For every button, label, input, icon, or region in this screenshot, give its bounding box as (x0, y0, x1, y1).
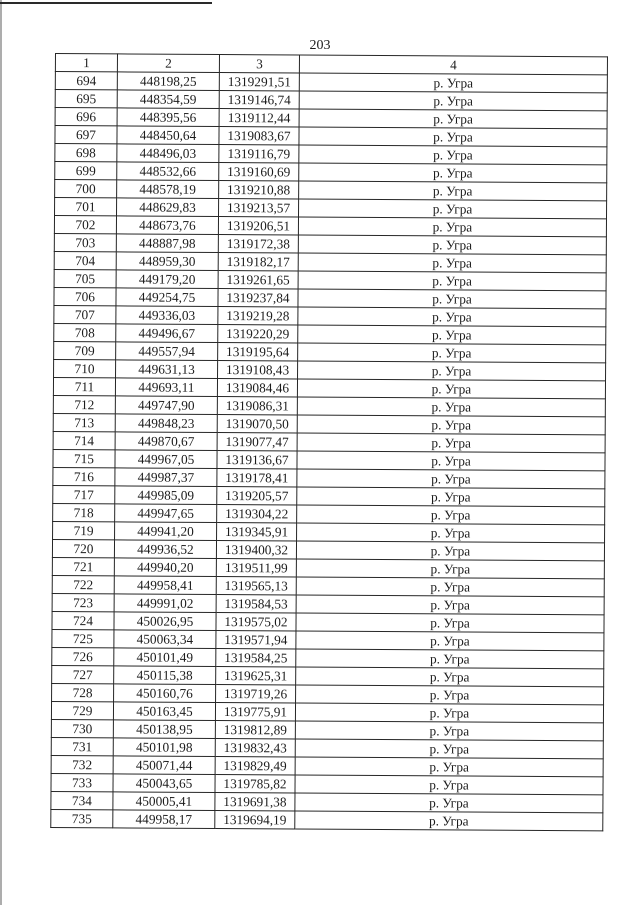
point-number-cell: 705 (54, 269, 116, 287)
column-header-4: 4 (299, 55, 607, 75)
point-number-cell: 701 (55, 198, 117, 216)
x-coordinate-cell: 449747,90 (115, 396, 217, 415)
point-number-cell: 720 (52, 539, 114, 557)
y-coordinate-cell: 1319182,17 (218, 253, 298, 271)
coordinates-table (50, 53, 608, 831)
x-coordinate-cell: 449254,75 (116, 288, 218, 307)
point-number-cell: 697 (55, 126, 117, 144)
description-cell: р. Угра (295, 721, 603, 741)
point-number-cell: 728 (52, 683, 114, 701)
point-number-cell: 724 (52, 611, 114, 629)
point-number-cell: 695 (55, 90, 117, 108)
column-header-3: 3 (219, 55, 299, 73)
point-number-cell: 714 (53, 431, 115, 449)
y-coordinate-cell: 1319261,65 (218, 271, 298, 289)
y-coordinate-cell: 1319719,26 (216, 684, 296, 702)
y-coordinate-cell: 1319146,74 (219, 91, 299, 109)
table-row (51, 809, 603, 830)
y-coordinate-cell: 1319205,57 (217, 486, 297, 504)
description-cell: р. Угра (298, 253, 606, 273)
x-coordinate-cell: 448395,56 (117, 108, 219, 127)
x-coordinate-cell: 449985,09 (115, 486, 217, 505)
description-cell: р. Угра (296, 667, 604, 687)
description-cell: р. Угра (295, 739, 603, 759)
point-number-cell: 711 (53, 377, 115, 395)
description-cell: р. Угра (298, 289, 606, 309)
description-cell: р. Угра (297, 523, 605, 543)
description-cell: р. Угра (299, 73, 607, 93)
y-coordinate-cell: 1319213,57 (219, 199, 299, 217)
y-coordinate-cell: 1319172,38 (218, 235, 298, 253)
x-coordinate-cell: 449557,94 (116, 342, 218, 361)
point-number-cell: 712 (53, 395, 115, 413)
y-coordinate-cell: 1319291,51 (219, 73, 299, 91)
x-coordinate-cell: 448496,03 (117, 144, 219, 163)
y-coordinate-cell: 1319108,43 (218, 360, 298, 378)
description-cell: р. Угра (296, 559, 604, 579)
y-coordinate-cell: 1319116,79 (219, 145, 299, 163)
description-cell: р. Угра (299, 199, 607, 219)
y-coordinate-cell: 1319511,99 (216, 558, 296, 576)
x-coordinate-cell: 449991,02 (114, 594, 216, 613)
description-cell: р. Угра (299, 145, 607, 165)
point-number-cell: 729 (51, 701, 113, 719)
y-coordinate-cell: 1319785,82 (215, 774, 295, 792)
y-coordinate-cell: 1319400,32 (216, 540, 296, 558)
description-cell: р. Угра (296, 541, 604, 561)
description-cell: р. Угра (296, 577, 604, 597)
point-number-cell: 733 (51, 773, 113, 791)
page-number: 203 (309, 38, 331, 53)
x-coordinate-cell: 450160,76 (114, 684, 216, 703)
y-coordinate-cell: 1319210,88 (219, 181, 299, 199)
point-number-cell: 715 (53, 449, 115, 467)
description-cell: р. Угра (299, 91, 607, 111)
point-number-cell: 694 (55, 72, 117, 90)
point-number-cell: 704 (54, 251, 116, 269)
description-cell: р. Угра (295, 703, 603, 723)
description-cell: р. Угра (297, 415, 605, 435)
x-coordinate-cell: 448532,66 (117, 162, 219, 181)
description-cell: р. Угра (296, 613, 604, 633)
description-cell: р. Угра (295, 757, 603, 777)
description-cell: р. Угра (298, 217, 606, 237)
y-coordinate-cell: 1319136,67 (217, 450, 297, 468)
x-coordinate-cell: 449958,17 (113, 810, 215, 829)
y-coordinate-cell: 1319112,44 (219, 109, 299, 127)
x-coordinate-cell: 448354,59 (117, 90, 219, 109)
x-coordinate-cell: 450026,95 (114, 612, 216, 631)
x-coordinate-cell: 449848,23 (115, 414, 217, 433)
x-coordinate-cell: 449693,11 (115, 378, 217, 397)
description-cell: р. Угра (295, 811, 603, 831)
column-header-2: 2 (117, 54, 219, 73)
x-coordinate-cell: 450063,34 (114, 630, 216, 649)
x-coordinate-cell: 449496,67 (116, 324, 218, 343)
description-cell: р. Угра (297, 379, 605, 399)
x-coordinate-cell: 449958,41 (114, 576, 216, 595)
x-coordinate-cell: 450101,98 (113, 738, 215, 757)
description-cell: р. Угра (297, 397, 605, 417)
y-coordinate-cell: 1319691,38 (215, 792, 295, 810)
x-coordinate-cell: 449967,05 (115, 450, 217, 469)
description-cell: р. Угра (297, 469, 605, 489)
y-coordinate-cell: 1319584,25 (216, 648, 296, 666)
y-coordinate-cell: 1319812,89 (215, 720, 295, 738)
point-number-cell: 731 (51, 737, 113, 755)
description-cell: р. Угра (298, 361, 606, 381)
description-cell: р. Угра (296, 649, 604, 669)
description-cell: р. Угра (297, 451, 605, 471)
description-cell: р. Угра (296, 595, 604, 615)
y-coordinate-cell: 1319083,67 (219, 127, 299, 145)
x-coordinate-cell: 449179,20 (116, 270, 218, 289)
point-number-cell: 713 (53, 413, 115, 431)
y-coordinate-cell: 1319575,02 (216, 612, 296, 630)
y-coordinate-cell: 1319219,28 (218, 307, 298, 325)
y-coordinate-cell: 1319694,19 (215, 810, 295, 828)
y-coordinate-cell: 1319625,31 (216, 666, 296, 684)
point-number-cell: 725 (52, 629, 114, 647)
point-number-cell: 698 (55, 144, 117, 162)
point-number-cell: 717 (53, 485, 115, 503)
point-number-cell: 696 (55, 108, 117, 126)
x-coordinate-cell: 448959,30 (116, 252, 218, 271)
x-coordinate-cell: 448578,19 (117, 180, 219, 199)
description-cell: р. Угра (297, 505, 605, 525)
point-number-cell: 721 (52, 557, 114, 575)
x-coordinate-cell: 448887,98 (116, 234, 218, 253)
description-cell: р. Угра (295, 775, 603, 795)
point-number-cell: 710 (54, 359, 116, 377)
description-cell: р. Угра (296, 631, 604, 651)
description-cell: р. Угра (299, 181, 607, 201)
x-coordinate-cell: 450115,38 (114, 666, 216, 685)
description-cell: р. Угра (299, 163, 607, 183)
x-coordinate-cell: 450005,41 (113, 792, 215, 811)
point-number-cell: 718 (53, 503, 115, 521)
x-coordinate-cell: 450163,45 (113, 702, 215, 721)
y-coordinate-cell: 1319206,51 (218, 217, 298, 235)
x-coordinate-cell: 449947,65 (115, 504, 217, 523)
x-coordinate-cell: 449941,20 (115, 522, 217, 541)
x-coordinate-cell: 448450,64 (117, 126, 219, 145)
x-coordinate-cell: 450071,44 (113, 756, 215, 775)
x-coordinate-cell: 449936,52 (114, 540, 216, 559)
y-coordinate-cell: 1319571,94 (216, 630, 296, 648)
point-number-cell: 716 (53, 467, 115, 485)
point-number-cell: 726 (52, 647, 114, 665)
y-coordinate-cell: 1319584,53 (216, 594, 296, 612)
y-coordinate-cell: 1319070,50 (217, 414, 297, 432)
description-cell: р. Угра (299, 109, 607, 129)
point-number-cell: 719 (53, 521, 115, 539)
y-coordinate-cell: 1319086,31 (217, 396, 297, 414)
point-number-cell: 735 (51, 809, 113, 827)
description-cell: р. Угра (298, 271, 606, 291)
y-coordinate-cell: 1319345,91 (217, 522, 297, 540)
description-cell: р. Угра (296, 685, 604, 705)
x-coordinate-cell: 450101,49 (114, 648, 216, 667)
y-coordinate-cell: 1319160,69 (219, 163, 299, 181)
y-coordinate-cell: 1319077,47 (217, 432, 297, 450)
x-coordinate-cell: 449631,13 (116, 360, 218, 379)
x-coordinate-cell: 449987,37 (115, 468, 217, 487)
point-number-cell: 727 (52, 665, 114, 683)
x-coordinate-cell: 449940,20 (114, 558, 216, 577)
y-coordinate-cell: 1319775,91 (215, 702, 295, 720)
description-cell: р. Угра (295, 793, 603, 813)
point-number-cell: 700 (55, 180, 117, 198)
point-number-cell: 708 (54, 323, 116, 341)
scan-edge (0, 0, 2, 905)
description-cell: р. Угра (297, 487, 605, 507)
y-coordinate-cell: 1319565,13 (216, 576, 296, 594)
y-coordinate-cell: 1319195,64 (218, 342, 298, 360)
x-coordinate-cell: 448673,76 (116, 216, 218, 235)
description-cell: р. Угра (298, 325, 606, 345)
point-number-cell: 730 (51, 719, 113, 737)
y-coordinate-cell: 1319832,43 (215, 738, 295, 756)
y-coordinate-cell: 1319237,84 (218, 289, 298, 307)
y-coordinate-cell: 1319829,49 (215, 756, 295, 774)
column-header-1: 1 (55, 54, 117, 72)
table-body (51, 72, 608, 831)
top-rule (0, 2, 212, 4)
x-coordinate-cell: 450043,65 (113, 774, 215, 793)
point-number-cell: 709 (54, 341, 116, 359)
point-number-cell: 699 (55, 162, 117, 180)
x-coordinate-cell: 449336,03 (116, 306, 218, 325)
x-coordinate-cell: 450138,95 (113, 720, 215, 739)
y-coordinate-cell: 1319084,46 (217, 378, 297, 396)
description-cell: р. Угра (298, 343, 606, 363)
description-cell: р. Угра (299, 127, 607, 147)
y-coordinate-cell: 1319178,41 (217, 468, 297, 486)
point-number-cell: 734 (51, 791, 113, 809)
description-cell: р. Угра (298, 307, 606, 327)
point-number-cell: 702 (54, 216, 116, 234)
point-number-cell: 703 (54, 233, 116, 251)
point-number-cell: 722 (52, 575, 114, 593)
x-coordinate-cell: 448198,25 (117, 72, 219, 91)
point-number-cell: 732 (51, 755, 113, 773)
y-coordinate-cell: 1319304,22 (217, 504, 297, 522)
description-cell: р. Угра (298, 235, 606, 255)
y-coordinate-cell: 1319220,29 (218, 324, 298, 342)
point-number-cell: 707 (54, 305, 116, 323)
point-number-cell: 706 (54, 287, 116, 305)
description-cell: р. Угра (297, 433, 605, 453)
x-coordinate-cell: 449870,67 (115, 432, 217, 451)
x-coordinate-cell: 448629,83 (117, 198, 219, 217)
point-number-cell: 723 (52, 593, 114, 611)
